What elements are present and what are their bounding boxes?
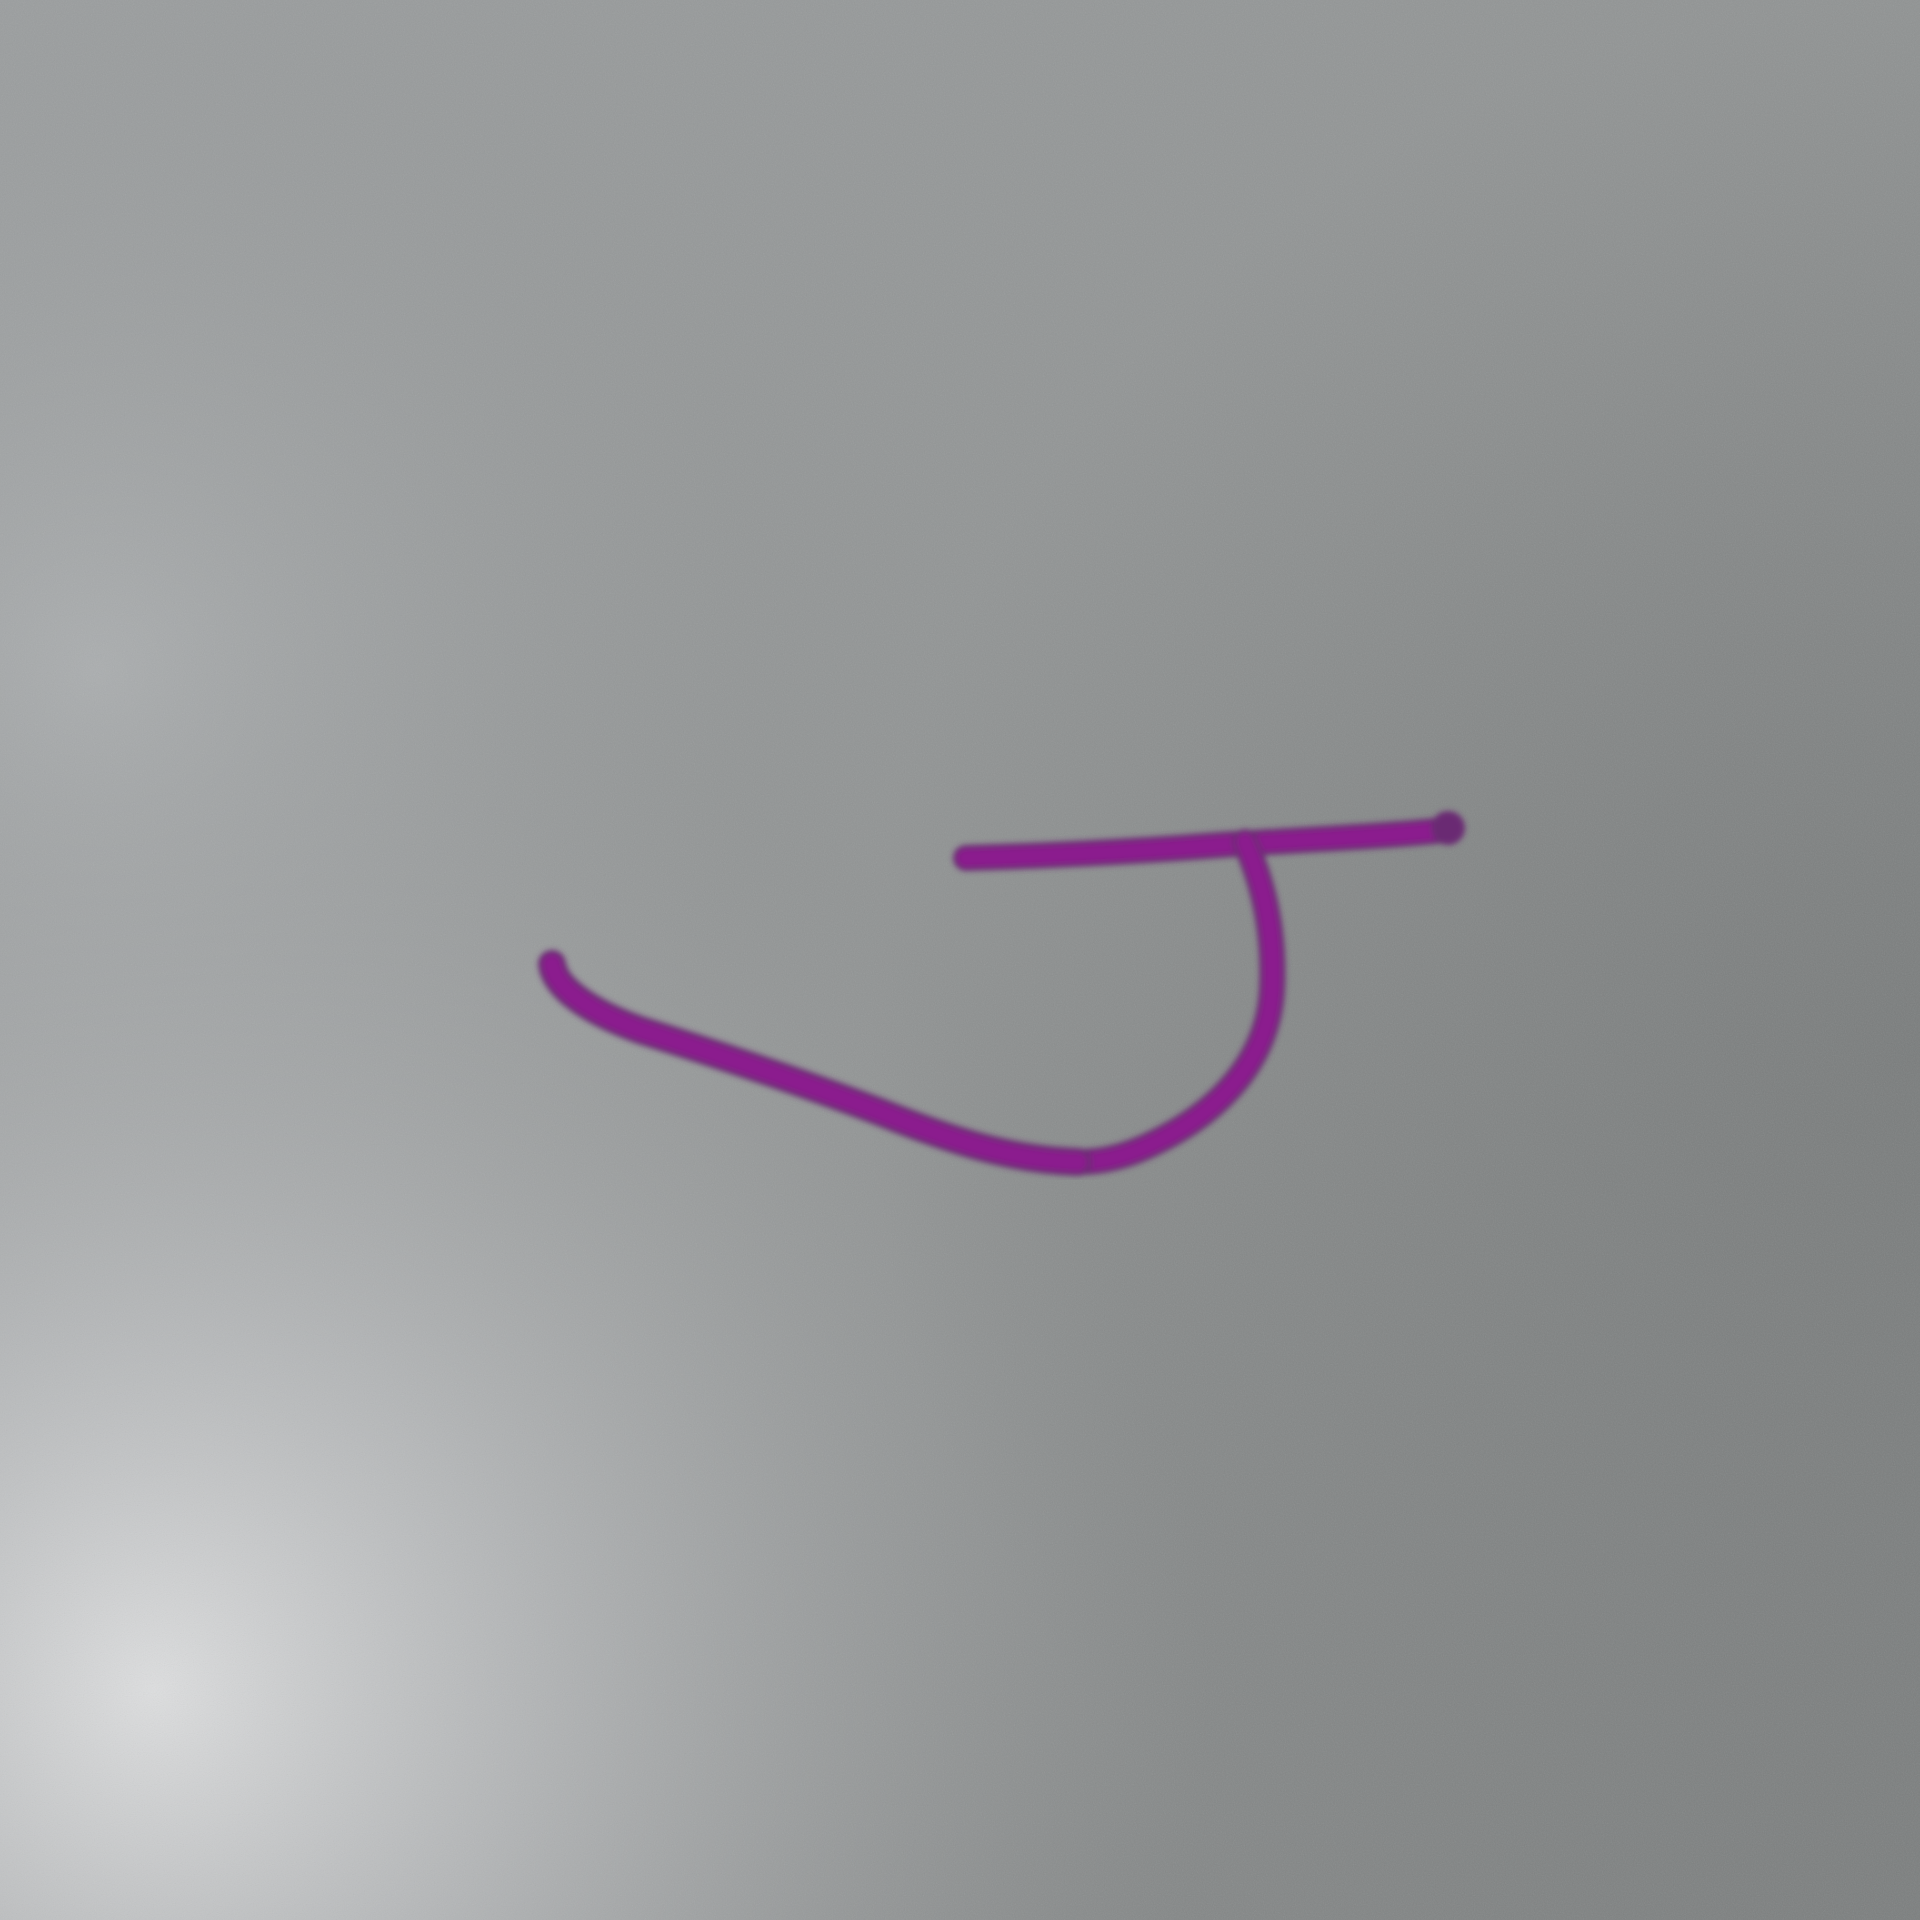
bottom-swoop-stroke: [552, 964, 1078, 1162]
crossbar-end-dot: [1431, 811, 1465, 845]
bottom-swoop-stroke-core: [552, 964, 1078, 1162]
hook-curve-stroke: [1078, 842, 1272, 1162]
hook-curve-stroke-core: [1078, 842, 1272, 1162]
